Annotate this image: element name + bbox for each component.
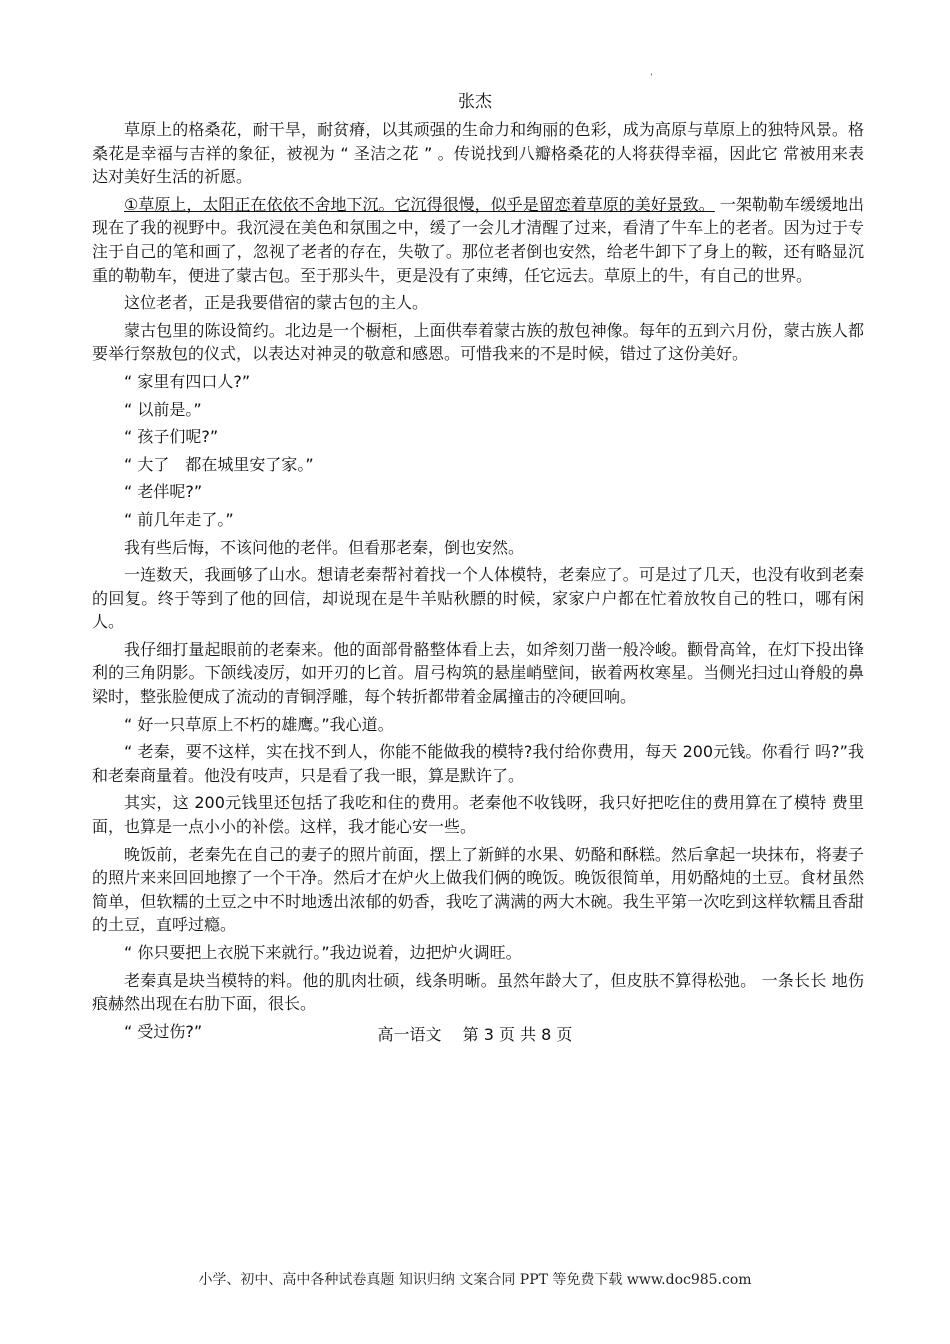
paragraph [92, 713, 864, 737]
paragraph [92, 791, 864, 838]
paragraph [92, 969, 864, 1016]
paragraph-text: “ 大了 都在城里安了家。” [124, 454, 314, 474]
stray-mark: ' [650, 72, 653, 83]
paragraph [92, 563, 864, 634]
paragraph [92, 193, 864, 287]
paragraph-text: 草原上的格桑花，耐干旱，耐贫瘠，以其顽强的生命力和绚丽的色彩，成为高原与草原上的独特风景。格桑花是幸福与吉祥的象征，被视为 “ 圣洁之花 ” 。传说找到八瓣格桑花的人将获得幸福，因此它 常被用来表达对美好生活的祈愿。 [92, 120, 864, 187]
paragraph-text: “ 孩子们呢?” [124, 427, 219, 447]
paragraph-text: “ 受过伤?” [124, 1021, 203, 1041]
paragraph [92, 740, 864, 787]
paragraph-text: “ 老秦，要不这样，实在找不到人，你能不能做我的模特?我付给你费用，每天 200元钱。你看行 吗?”我和老秦商量着。他没有吱声，只是看了我一眼，算是默许了。 [92, 742, 864, 785]
paragraph-text: “ 以前是。” [124, 399, 202, 419]
article-body [92, 118, 864, 1047]
paragraph [92, 118, 864, 189]
paragraph [92, 638, 864, 709]
paragraph-text: 其实，这 200元钱里还包括了我吃和住的费用。老秦他不收钱呀，我只好把吃住的费用算在了模特 费里面，也算是一点小小的补偿。这样，我才能心安一些。 [92, 793, 864, 837]
underlined-sentence: ①草原上，太阳正在依依不舍地下沉。它沉得很慢，似乎是留恋着草原的美好景致。 [124, 194, 715, 214]
site-banner: 小学、初中、高中各种试卷真题 知识归纳 文案合同 PPT 等免费下载 www.doc985.com [198, 1272, 752, 1288]
paragraph-text: 我仔细打量起眼前的老秦来。他的面部骨骼整体看上去，如斧刻刀凿一般冷峻。颧骨高耸，在灯下投出锋利的三角阴影。下颌线凌厉，如开刃的匕首。眉弓构筑的悬崖峭壁间，嵌着两枚寒星。当侧光扫过山脊般的鼻梁时，整张脸便成了流动的青铜浮雕，每个转折都带着金属撞击的冷硬回响。 [92, 639, 864, 707]
paragraph [92, 508, 864, 532]
paragraph [92, 941, 864, 965]
paragraph-text: 老秦真是块当模特的料。他的肌肉壮硕，线条明晰。虽然年龄大了，但皮肤不算得松弛。 一条长长 地伤痕赫然出现在右肋下面，很长。 [92, 970, 864, 1014]
paragraph-text: “ 好一只草原上不朽的雄鹰。”我心道。 [124, 714, 394, 734]
paragraph [92, 480, 864, 504]
paragraph-text: 晚饭前，老秦先在自己的妻子的照片前面，摆上了新鲜的水果、奶酪和酥糕。然后拿起一块抹布，将妻子的照片来来回回地擦了一个干净。然后才在炉火上做我们俩的晚饭。晚饭很简单，用奶酪炖的土豆。食材虽然简单，但软糯的土豆之中不时地透出浓郁的奶香，我吃了满满的两大木碗。我生平第一次吃到这样软糯且香甜的土豆，直呼过瘾。 [92, 844, 864, 935]
paragraph-text: 蒙古包里的陈设简约。北边是一个橱柜，上面供奉着蒙古族的敖包神像。每年的五到六月份，蒙古族人都要举行祭敖包的仪式，以表达对神灵的敬意和感恩。可惜我来的不是时候，错过了这份美好。 [92, 320, 864, 364]
paragraph-text: 这位老者，正是我要借宿的蒙古包的主人。 [124, 293, 429, 313]
page-footer: 高一语文 第 3 页 共 8 页 [377, 1025, 573, 1044]
paragraph [92, 536, 864, 560]
paragraph-text: “ 前几年走了。” [124, 509, 234, 529]
paragraph [92, 453, 864, 477]
paragraph [92, 843, 864, 937]
paragraph-text: “ 你只要把上衣脱下来就行。”我边说着，边把炉火调旺。 [124, 943, 522, 962]
paragraph [92, 425, 864, 449]
paragraph-text: 我有些后悔，不该问他的老伴。但看那老秦，倒也安然。 [124, 537, 525, 557]
paragraph [92, 319, 864, 366]
paragraph-text: 一架勒勒车缓缓地出现在了我的视野中。我沉浸在美色和氛围之中，缓了一会儿才清醒了过来，看清了牛车上的老者。因为过于专注于自己的笔和画了，忽视了老者的存在，失敬了。那位老者倒也安然，给老牛卸下了身上的鞍，还有略显沉重的勒勒车，便进了蒙古包。至于那头牛，更是没有了束缚，任它远去。草原上的牛，有自己的世界。 [92, 194, 864, 285]
paragraph-text: 一连数天，我画够了山水。想请老秦帮衬着找一个人体模特，老秦应了。可是过了几天，也没有收到老秦的回复。终于等到了他的回信，却说现在是牛羊贴秋膘的时候，家家户户都在忙着放牧自己的牲口，哪有闲人。 [92, 565, 864, 632]
author-name: 张杰 [458, 92, 492, 112]
paragraph-text: “ 老伴呢?” [124, 482, 203, 502]
paragraph-text: “ 家里有四口人?” [124, 371, 251, 391]
paragraph [92, 291, 864, 315]
paragraph [92, 370, 864, 394]
paragraph [92, 398, 864, 422]
